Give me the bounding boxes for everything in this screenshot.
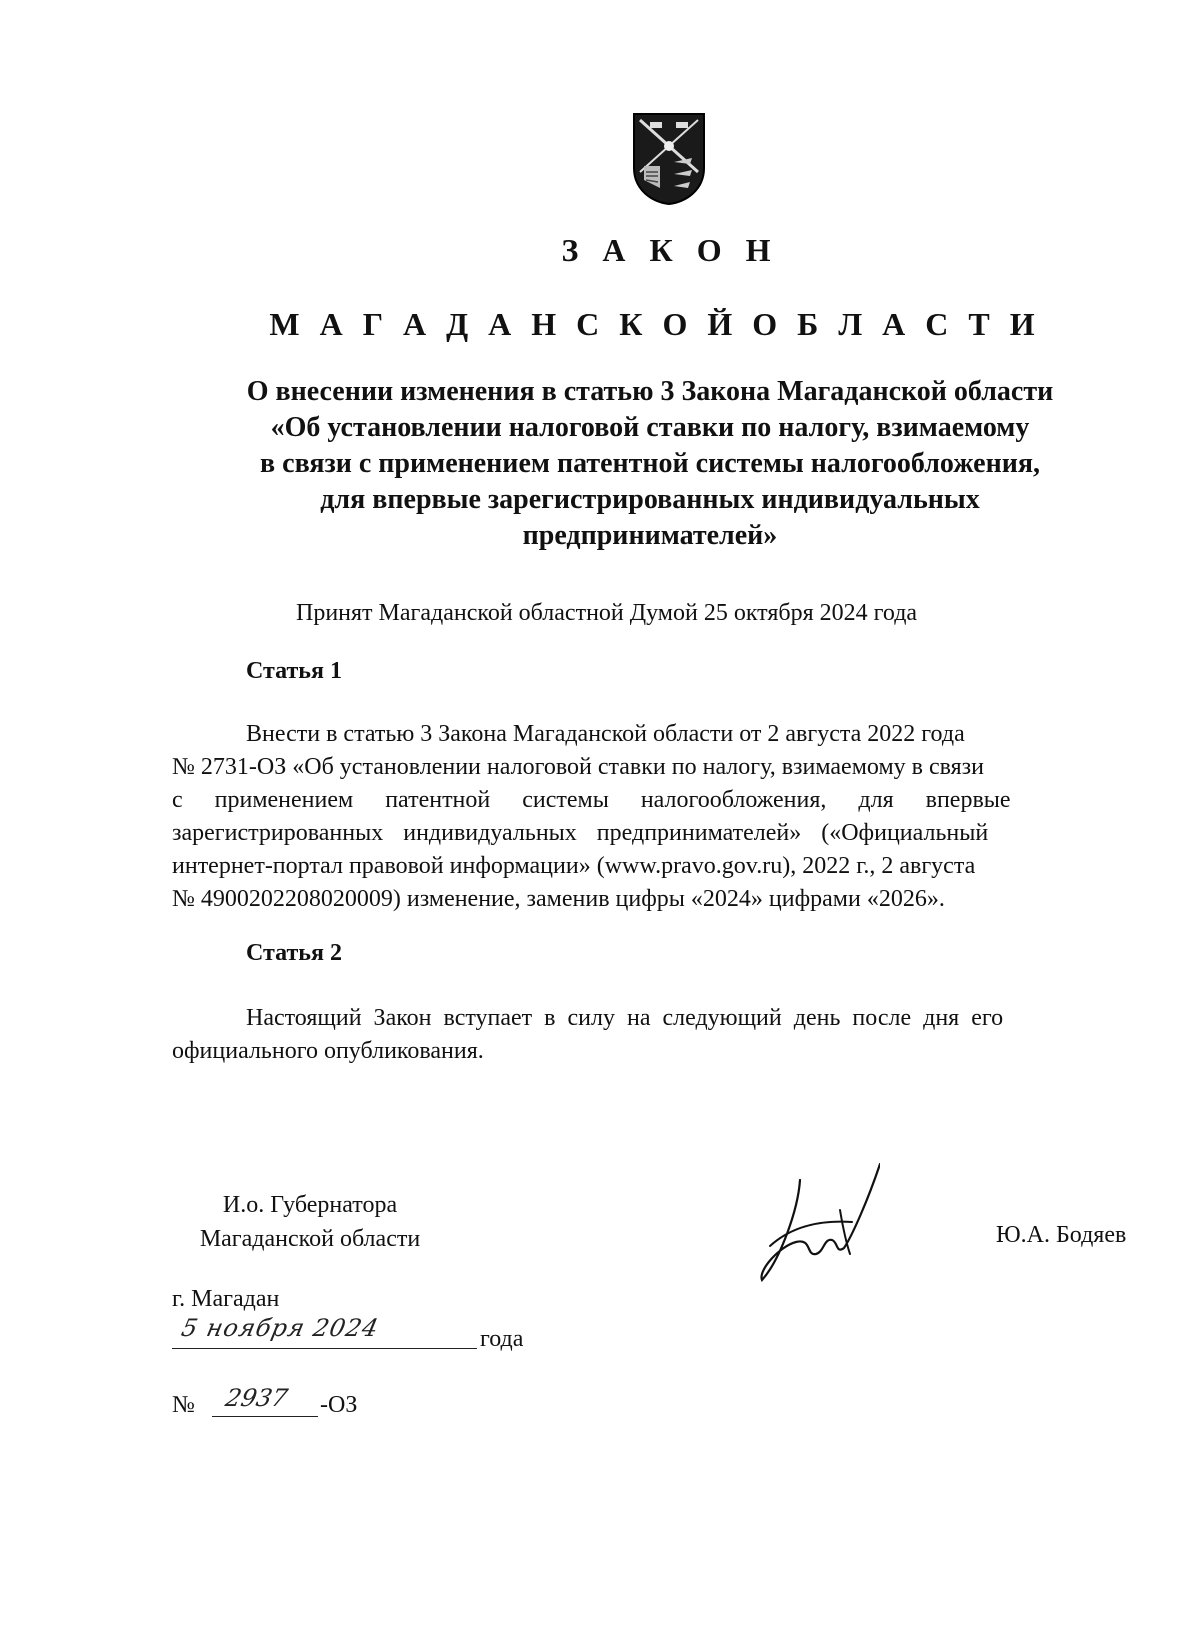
- law-name-line: для впервые зарегистрированных индивидуальных: [320, 484, 980, 515]
- law-name-line: «Об установлении налоговой ставки по налогу, взимаемому: [270, 412, 1030, 443]
- signatory-position-line: И.о. Губернатора: [222, 1192, 398, 1218]
- handwritten-signature: [740, 1150, 880, 1290]
- article-1-line: с применением патентной системы налогообложения, для впервые: [172, 787, 1011, 813]
- coat-of-arms-emblem: [630, 110, 708, 206]
- number-sign: №: [172, 1392, 195, 1418]
- article-2-line: официального опубликования.: [172, 1038, 484, 1064]
- handwritten-number: 2937: [223, 1384, 291, 1412]
- article-1-line: интернет-портал правовой информации» (www.pravo.gov.ru), 2022 г., 2 августа: [172, 853, 976, 879]
- handwritten-date: 5 ноября 2024: [179, 1314, 382, 1342]
- year-word: года: [480, 1326, 524, 1352]
- law-name-line: в связи с применением патентной системы налогообложения,: [260, 448, 1040, 479]
- article-1-body: [172, 718, 1144, 916]
- signatory-name: Ю.А. Бодяев: [996, 1222, 1127, 1248]
- city: г. Магадан: [172, 1286, 280, 1312]
- document-type-title: З А К О Н: [561, 232, 779, 268]
- article-2-line: Настоящий Закон вступает в силу на следующий день после дня его: [246, 1005, 1004, 1031]
- article-2-body: [172, 1002, 1144, 1068]
- adoption-note: Принят Магаданской областной Думой 25 октября 2024 года: [296, 600, 918, 626]
- date-underline: [172, 1314, 477, 1349]
- law-name-heading: [190, 374, 1110, 554]
- article-1-line: № 4900202208020009) изменение, заменив цифры «2024» цифрами «2026».: [172, 886, 945, 912]
- law-name-line: предпринимателей»: [522, 520, 778, 551]
- signatory-position-line: Магаданской области: [199, 1226, 421, 1252]
- number-suffix: -ОЗ: [320, 1392, 358, 1418]
- signatory-position: [170, 1188, 450, 1256]
- article-2-heading: Статья 2: [246, 940, 342, 966]
- article-1-line: № 2731-ОЗ «Об установлении налоговой ставки по налогу, взимаемому в связи: [172, 754, 984, 780]
- article-1-line: Внести в статью 3 Закона Магаданской области от 2 августа 2022 года: [246, 721, 965, 747]
- number-underline: [212, 1384, 318, 1417]
- article-1-heading: Статья 1: [246, 658, 342, 684]
- law-name-line: О внесении изменения в статью 3 Закона Магаданской области: [246, 376, 1054, 407]
- region-title: М А Г А Д А Н С К О Й О Б Л А С Т И: [269, 306, 1041, 342]
- article-1-line: зарегистрированных индивидуальных предпринимателей» («Официальный: [172, 820, 989, 846]
